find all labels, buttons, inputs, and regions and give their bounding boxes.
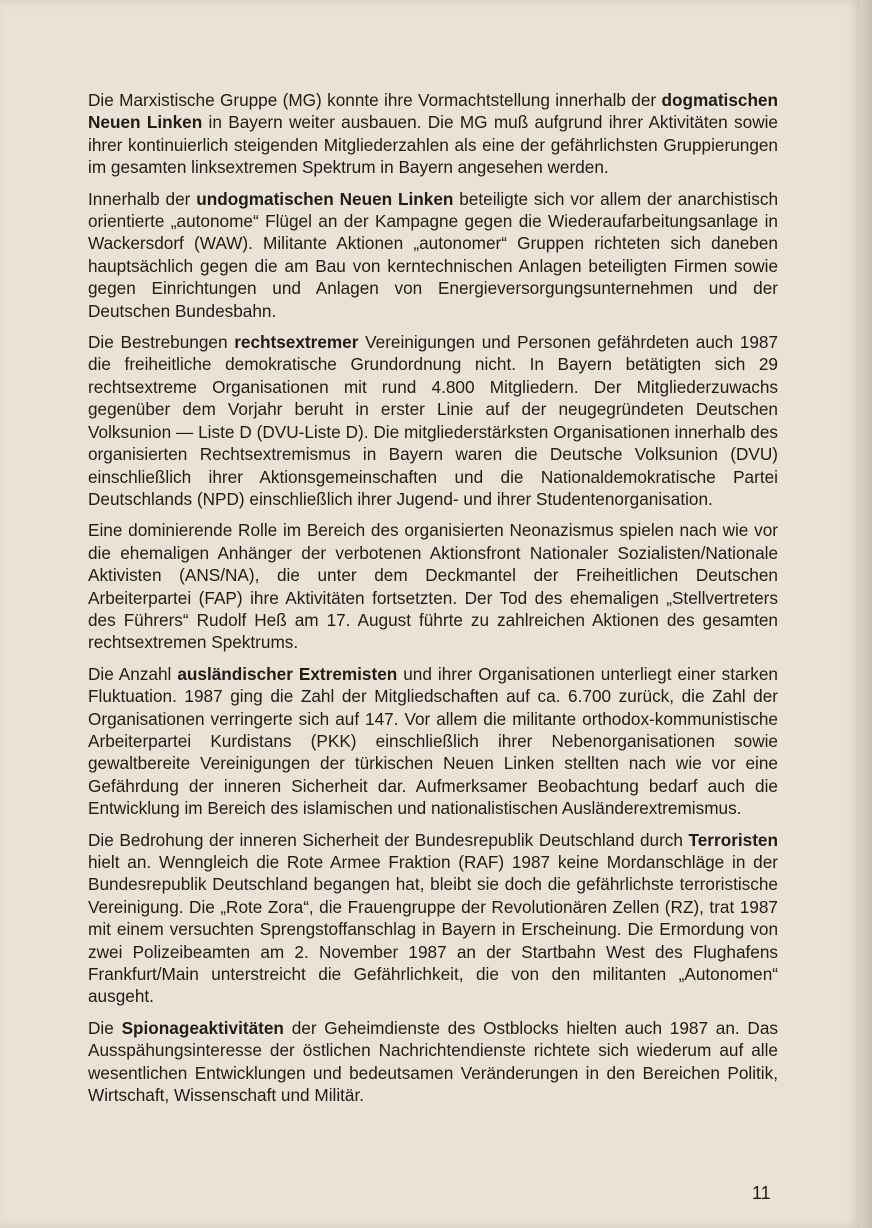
bold-term: Terroristen bbox=[688, 829, 778, 850]
text-segment: beteiligte sich vor allem der anarchistisch orientierte „autonome“ Flügel an der Kampagne gegen die Wiederaufarbeitungsanlage in Wackersdorf (WAW). Militante Aktionen „autonomer“ Gruppen richteten sich daneben hauptsächlich gegen die am Bau von kerntechnischen Anlagen beteiligten Firmen sowie gegen Einrichtungen und Anlagen von Energieversorgungsunternehmen und der Deutschen Bundesbahn. bbox=[88, 188, 778, 321]
text-segment: in Bayern weiter ausbauen. Die MG muß aufgrund ihrer Aktivitäten sowie ihrer kontinuierlich steigenden Mitgliederzahlen als eine der gefährlichsten Gruppierungen im gesamten linksextremen Spektrum in Bayern angesehen werden. bbox=[88, 112, 778, 178]
paragraph-undogmatic-left bbox=[88, 188, 778, 322]
text-segment: Vereinigungen und Personen gefährdeten auch 1987 die freiheitliche demokratische Grundordnung nicht. In Bayern betätigten sich 29 rechtsextreme Organisationen mit rund 4.800 Mitgliedern. Der Mitgliederzuwachs gegenüber dem Vorjahr beruht in erster Linie auf der neugegründeten Deutschen Volksunion — Liste D (DVU-Liste D). Die mitgliederstärksten Organisationen innerhalb des organisierten Rechtsextremismus in Bayern waren die Deutsche Volksunion (DVU) einschließlich ihrer Aktionsgemeinschaften und die Nationaldemokratische Partei Deutschlands (NPD) einschließlich ihrer Jugend- und ihrer Studentenorganisation. bbox=[88, 332, 779, 509]
text-segment: Innerhalb der bbox=[88, 188, 197, 209]
text-segment: und ihrer Organisationen unterliegt einer starken Fluktuation. 1987 ging die Zahl der Mitgliedschaften auf ca. 6.700 zurück, die Zahl der Organisationen verringerte sich auf 147. Vor allem die militante orthodox-kommunistische Arbeiterpartei Kurdistans (PKK) einschließlich ihrer Nebenorganisationen sowie gewaltbereite Vereinigungen der türkischen Neuen Linken stellten nach wie vor eine Gefährdung der inneren Sicherheit dar. Aufmerksamer Beobachtung bedarf auch die Entwicklung im Bereich des islamischen und nationalistischen Ausländerextremismus. bbox=[88, 663, 778, 819]
paragraph-terrorism bbox=[88, 829, 778, 1008]
paragraph-right-extremism bbox=[88, 331, 778, 510]
page-edge bbox=[860, 0, 872, 1228]
text-segment: Die Bedrohung der inneren Sicherheit der Bundesrepublik Deutschland durch bbox=[88, 829, 689, 850]
text-segment: hielt an. Wenngleich die Rote Armee Fraktion (RAF) 1987 keine Mordanschläge in der Bundesrepublik Deutschland begangen hat, bleibt sie doch die gefährlichste terroristische Vereinigung. Die „Rote Zora“, die Frauengruppe der Revolutionären Zellen (RZ), trat 1987 mit einem versuchten Sprengstoffanschlag in Bayern in Erscheinung. Die Ermordung von zwei Polizeibeamten am 2. November 1987 an der Startbahn West des Flughafens Frankfurt/Main unterstreicht die Gefährlichkeit, die von den militanten „Autonomen“ ausgeht. bbox=[88, 852, 778, 1007]
bold-term: dogmatischen Neuen Linken bbox=[88, 90, 778, 133]
text-segment: Eine dominierende Rolle im Bereich des organisierten Neonazismus spielen nach wie vor die ehemaligen Anhänger der verbotenen Aktionsfront Nationaler Sozialisten/Nationale Aktivisten (ANS/NA), die unter dem Deckmantel der Freiheitlichen Deutschen Arbeiterpartei (FAP) ihre Aktivitäten fortsetzten. Der Tod des ehemaligen „Stellvertreters des Führers“ Rudolf Heß am 17. August führte zu zahlreichen Aktionen des gesamten rechtsextremen Spektrums. bbox=[88, 520, 778, 653]
paragraph-mg bbox=[88, 89, 778, 179]
bold-term: Spionageaktivitäten bbox=[121, 1017, 284, 1038]
text-segment: Die bbox=[88, 1017, 122, 1038]
text-segment: Die Bestrebungen bbox=[88, 332, 235, 353]
bold-term: ausländischer Extremisten bbox=[177, 663, 398, 684]
bold-term: rechtsextremer bbox=[234, 332, 359, 353]
body-text bbox=[88, 89, 778, 1115]
paragraph-neonazism bbox=[88, 519, 778, 653]
paragraph-foreign-extremists bbox=[88, 663, 778, 820]
text-segment: der Geheimdienste des Ostblocks hielten auch 1987 an. Das Ausspähungsinteresse der östlichen Nachrichtendienste richtete sich wiederum auf alle wesentlichen Entwicklungen und bedeutsamen Veränderungen in den Bereichen Politik, Wirtschaft, Wissenschaft und Militär. bbox=[88, 1017, 778, 1106]
text-segment: Die Anzahl bbox=[88, 663, 178, 684]
page-number: 11 bbox=[752, 1183, 771, 1203]
bold-term: undogmatischen Neuen Linken bbox=[196, 188, 454, 209]
paragraph-espionage bbox=[88, 1017, 778, 1107]
text-segment: Die Marxistische Gruppe (MG) konnte ihre Vormachtstellung innerhalb der bbox=[88, 90, 662, 110]
